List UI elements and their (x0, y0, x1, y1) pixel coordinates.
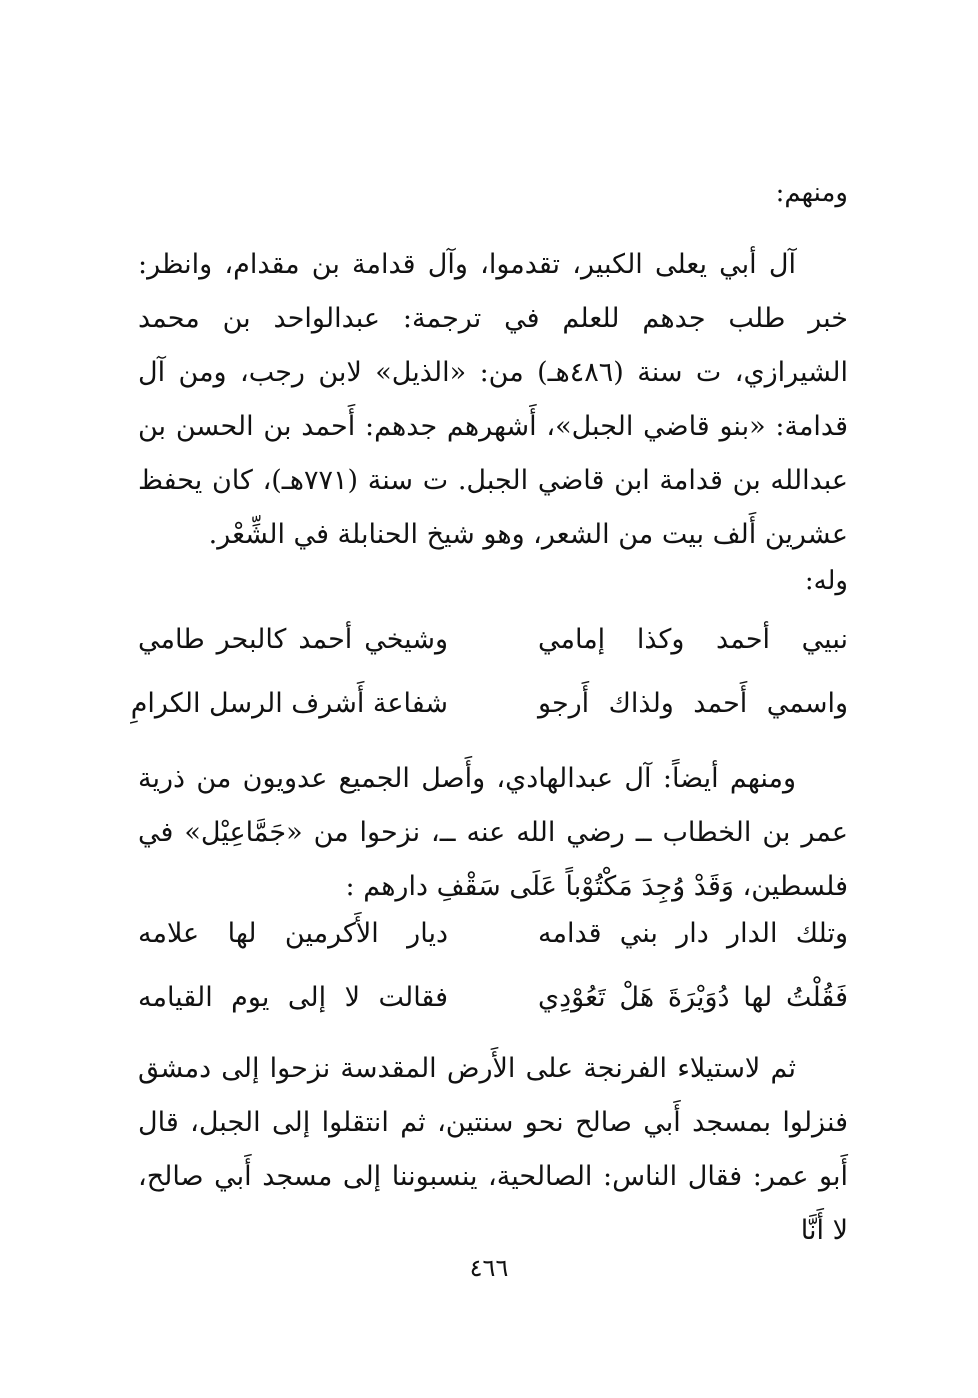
paragraph-text: ثم لاستيلاء الفرنجة على الأَرض المقدسة نزحوا إلى دمشق فنزلوا بمسجد أَبي صالح نحو سنتين، ثم انتقلوا إلى الجبل، قال أَبو عمر: فقال الناس: الصالحية، ينسبوننا إلى مسجد أَبي صالح، لا أَنَّا (138, 1053, 848, 1246)
verse-first-hemistich: واسمي أَحمد ولذاك أَرجو (538, 688, 848, 719)
verse (138, 918, 848, 962)
paragraph-text: ومنهم أيضاً: آل عبدالهادي، وأَصل الجميع عدويون من ذرية عمر بن الخطاب ــ رضي الله عنه ــ، نزحوا من «جَمَّاعِيْل» في فلسطين، وَقَدْ وُجِدَ مَكْتُوْباً عَلَى سَقْفِ دارهم : (138, 763, 848, 902)
verse-second-hemistich: وشيخي أحمد كالبحر طامي (138, 624, 448, 655)
section-heading: ومنهم: (775, 178, 848, 208)
page-number: ٤٦٦ (469, 1254, 509, 1282)
verse-second-hemistich: ديار الأَكرمين لها علامه (138, 918, 448, 949)
verse-first-hemistich: فَقُلْتُ لها دُوَيْرَةَ هَلْ تَعُوْدِي (538, 982, 848, 1013)
verse-first-hemistich: نبيي أحمد وكذا إمامي (538, 624, 848, 655)
paragraph-2 (138, 752, 848, 914)
verse (130, 688, 848, 732)
poem-intro: وله: (804, 566, 848, 596)
verse (138, 982, 848, 1026)
paragraph-text: آل أبي يعلى الكبير، تقدموا، وآل قدامة بن مقدام، وانظر: خبر طلب جدهم للعلم في ترجمة: عبدالواحد بن محمد الشيرازي، ت سنة (٤٨٦هـ) من: «الذيل» لابن رجب، ومن آل قدامة: «بنو قاضي الجبل»، أَشهرهم جدهم: أَحمد بن الحسن بن عبدالله بن قدامة ابن قاضي الجبل. ت سنة (٧٧١هـ)، كان يحفظ عشرين أَلف بيت من الشعر، وهو شيخ الحنابلة في الشِّعْر. (138, 249, 849, 550)
verse-second-hemistich: فقالت لا إلى يوم القيامه (138, 982, 448, 1013)
verse-second-hemistich: شفاعة أَشرف الرسل الكرامِ (130, 688, 448, 719)
verse (138, 624, 848, 668)
paragraph-3 (138, 1042, 848, 1258)
verse-first-hemistich: وتلك الدار دار بني قدامه (538, 918, 848, 949)
paragraph-1 (138, 238, 848, 562)
